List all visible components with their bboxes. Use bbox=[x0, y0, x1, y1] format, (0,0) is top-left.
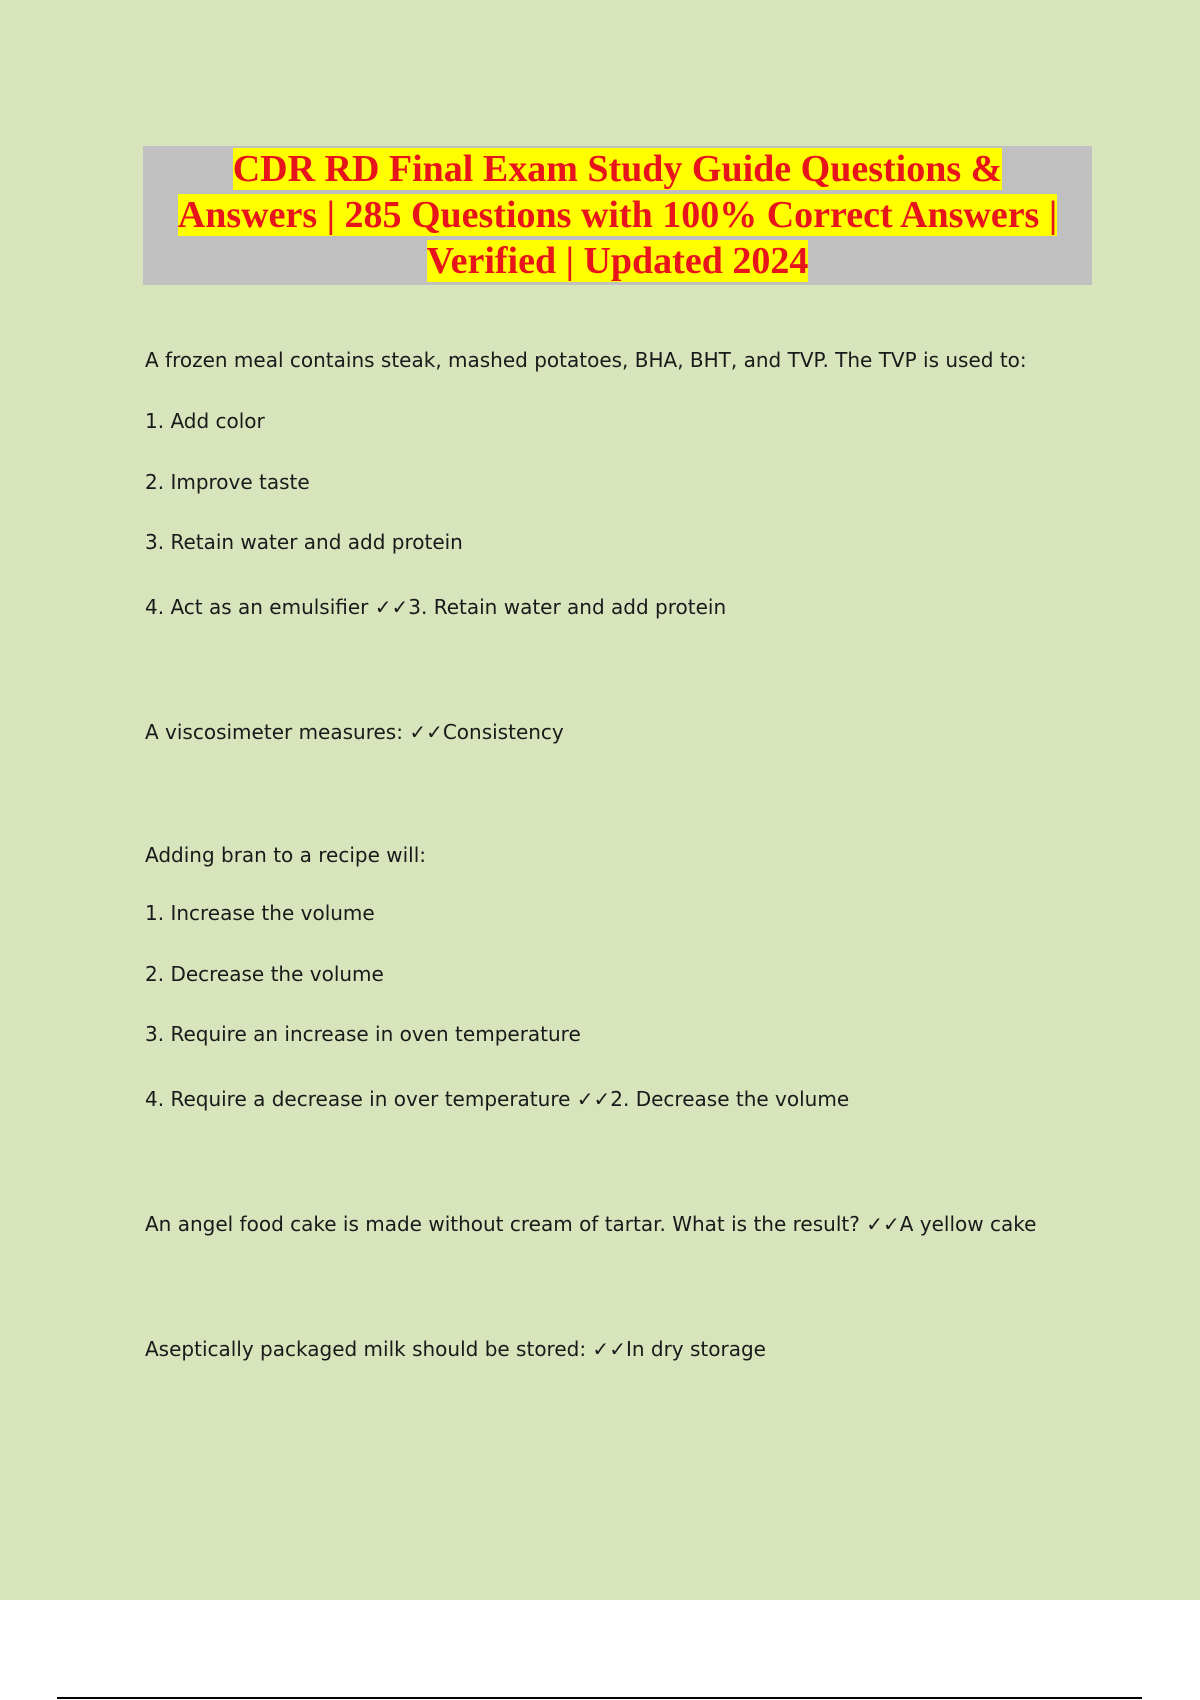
question-1-option-3: 3. Retain water and add protein bbox=[145, 530, 463, 554]
question-5-with-answer: Aseptically packaged milk should be stored: ✓✓In dry storage bbox=[145, 1337, 766, 1361]
document-title bbox=[143, 146, 1092, 285]
page-divider bbox=[57, 1697, 1142, 1699]
question-2-with-answer: A viscosimeter measures: ✓✓Consistency bbox=[145, 720, 564, 744]
question-3-option-4-answer: 4. Require a decrease in over temperature ✓✓2. Decrease the volume bbox=[145, 1087, 850, 1111]
question-1-text: A frozen meal contains steak, mashed potatoes, BHA, BHT, and TVP. The TVP is used to: bbox=[145, 348, 1027, 372]
question-3-option-3: 3. Require an increase in oven temperature bbox=[145, 1022, 581, 1046]
title-line-3: Verified | Updated 2024 bbox=[426, 240, 809, 282]
question-3-option-1: 1. Increase the volume bbox=[145, 901, 375, 925]
title-line-2: Answers | 285 Questions with 100% Correct Answers | bbox=[177, 194, 1058, 236]
question-4-with-answer: An angel food cake is made without cream of tartar. What is the result? ✓✓A yellow cake bbox=[145, 1212, 1037, 1236]
question-1-option-1: 1. Add color bbox=[145, 409, 265, 433]
question-3-option-2: 2. Decrease the volume bbox=[145, 962, 384, 986]
question-1-option-2: 2. Improve taste bbox=[145, 470, 310, 494]
title-line-1: CDR RD Final Exam Study Guide Questions & bbox=[232, 148, 1003, 190]
question-3-text: Adding bran to a recipe will: bbox=[145, 843, 427, 867]
question-1-option-4-answer: 4. Act as an emulsifier ✓✓3. Retain water and add protein bbox=[145, 595, 727, 619]
